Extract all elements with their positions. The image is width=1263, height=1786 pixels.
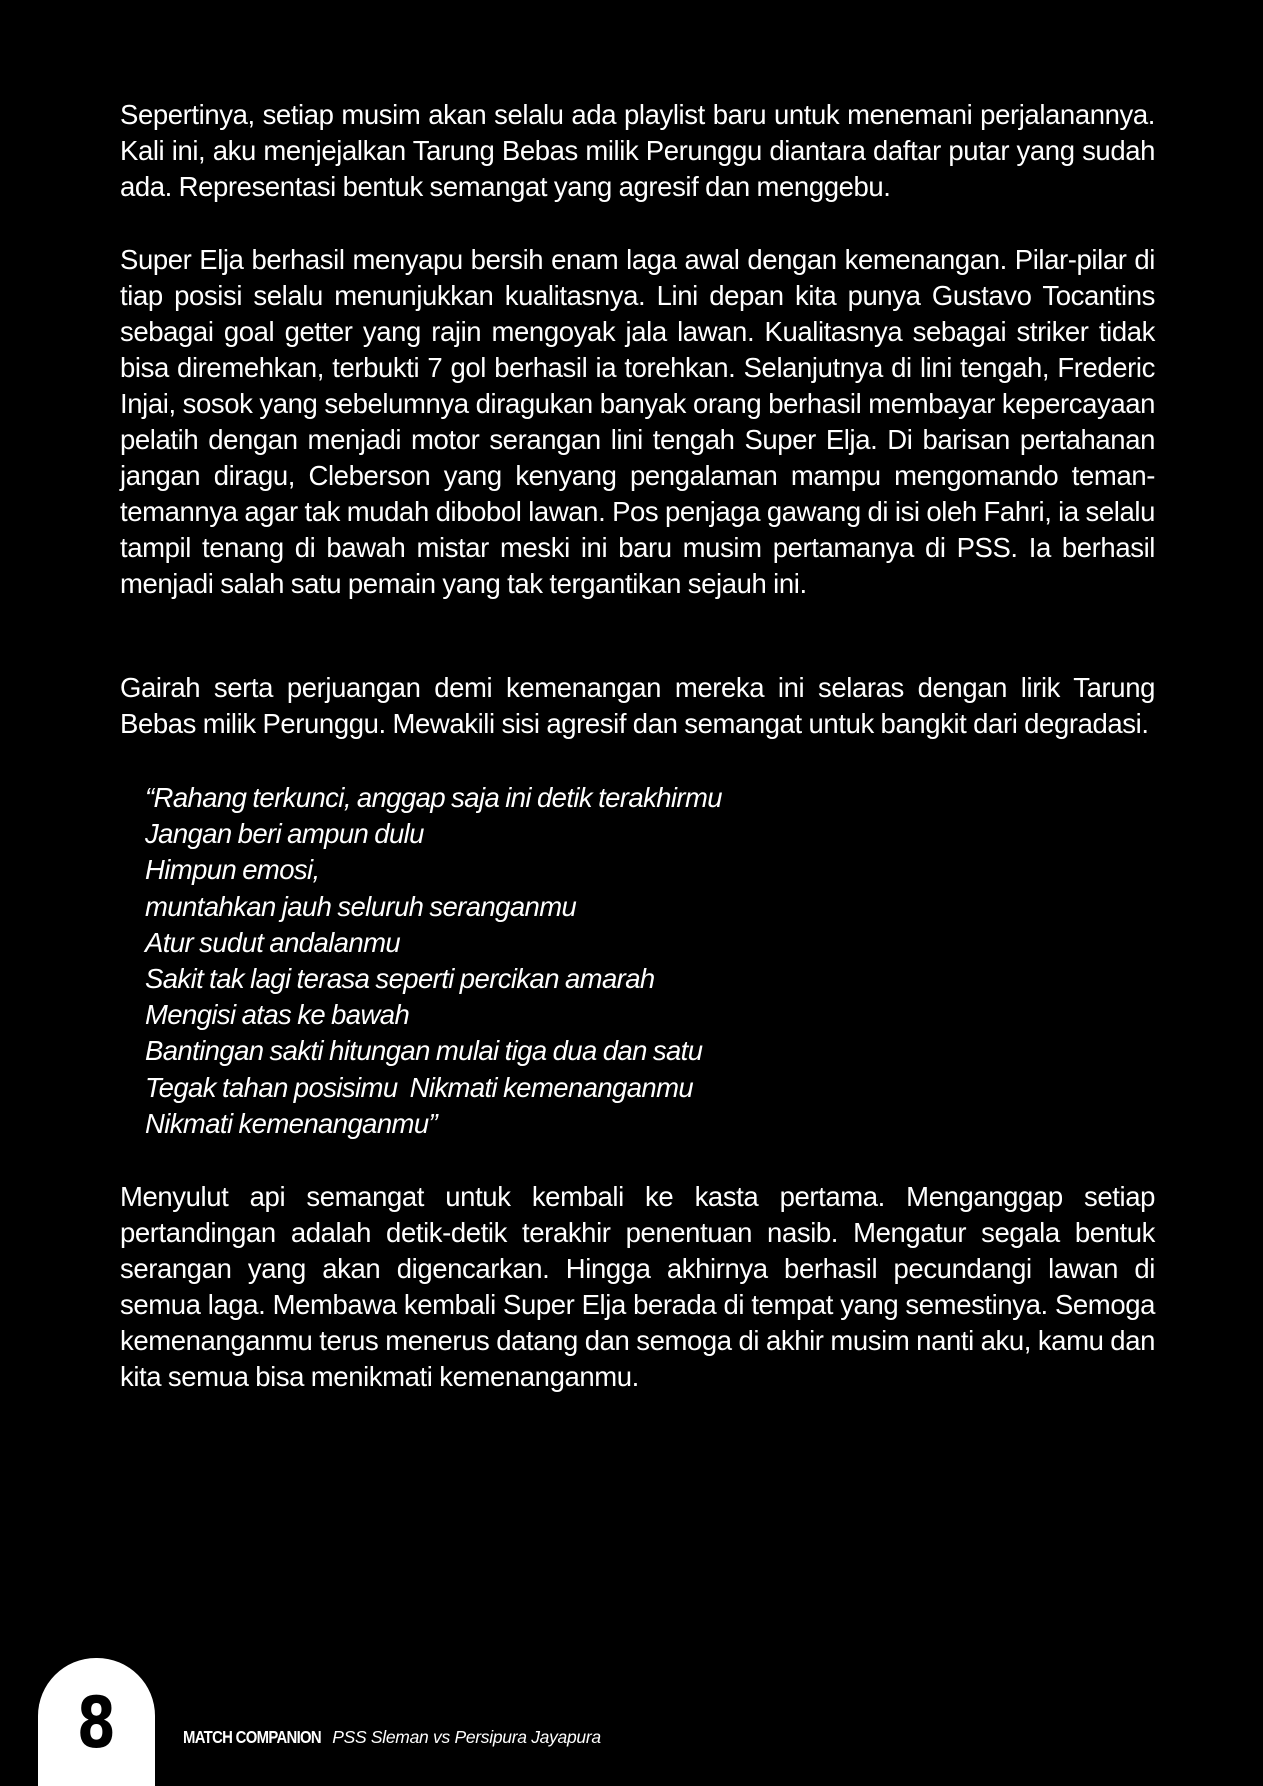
lyric-line: Himpun emosi, — [145, 854, 320, 886]
lyric-line: muntahkan jauh seluruh seranganmu — [145, 890, 577, 922]
song-lyrics — [145, 780, 1155, 1142]
page-number: 8 — [77, 1682, 116, 1764]
lyric-line: Sakit tak lagi terasa seperti percikan amarah — [145, 963, 655, 995]
paragraph-intro: Sepertinya, setiap musim akan selalu ada playlist baru untuk menemani perjalanannya. Kali ini, aku menjejalkan Tarung Bebas milik Perunggu diantara daftar putar yang sudah ada. Representasi bentuk semangat yang agresif dan menggebu. — [120, 99, 1155, 202]
lyric-line: Nikmati kemenanganmu” — [145, 1107, 438, 1139]
lyric-line: Bantingan sakti hitungan mulai tiga dua dan satu — [145, 1035, 703, 1067]
paragraph-lyric-intro: Gairah serta perjuangan demi kemenangan mereka ini selaras dengan lirik Tarung Bebas milik Perunggu. Mewakili sisi agresif dan semangat untuk bangkit dari degradasi. — [120, 672, 1155, 739]
page-number-tab — [38, 1658, 155, 1786]
publication-name: MATCH COMPANION — [183, 1727, 321, 1747]
match-title: PSS Sleman vs Persipura Jayapura — [332, 1727, 601, 1747]
page-footer — [183, 1727, 601, 1747]
article-body — [120, 97, 1155, 1395]
paragraph-closing: Menyulut api semangat untuk kembali ke kasta pertama. Menganggap setiap pertandingan adalah detik-detik terakhir penentuan nasib. Mengatur segala bentuk serangan yang akan digencarkan. Hingga akhirnya berhasil pecundangi lawan di semua laga. Membawa kembali Super Elja berada di tempat yang semestinya. Semoga kemenanganmu terus menerus datang dan semoga di akhir musim nanti aku, kamu dan kita semua bisa menikmati kemenanganmu. — [120, 1181, 1155, 1393]
lyric-line: “Rahang terkunci, anggap saja ini detik terakhirmu — [145, 782, 722, 813]
lyric-line: Mengisi atas ke bawah — [145, 999, 410, 1031]
lyric-line: Jangan beri ampun dulu — [145, 818, 424, 850]
lyric-line: Tegak tahan posisimu Nikmati kemenanganmu — [145, 1071, 694, 1103]
paragraph-players: Super Elja berhasil menyapu bersih enam laga awal dengan kemenangan. Pilar-pilar di tiap posisi selalu menunjukkan kualitasnya. Lini depan kita punya Gustavo Tocantins sebagai goal getter yang rajin mengoyak jala lawan. Kualitasnya sebagai striker tidak bisa diremehkan, terbukti 7 gol berhasil ia torehkan. Selanjutnya di lini tengah, Frederic Injai, sosok yang sebelumnya diragukan banyak orang berhasil membayar kepercayaan pelatih dengan menjadi motor serangan lini tengah Super Elja. Di barisan pertahanan jangan diragu, Cleberson yang kenyang pengalaman mampu mengomando teman-temannya agar tak mudah dibobol lawan. Pos penjaga gawang di isi oleh Fahri, ia selalu tampil tenang di bawah mistar meski ini baru musim pertamanya di PSS. Ia berhasil menjadi salah satu pemain yang tak tergantikan sejauh ini. — [120, 244, 1155, 599]
lyric-line: Atur sudut andalanmu — [145, 926, 401, 958]
